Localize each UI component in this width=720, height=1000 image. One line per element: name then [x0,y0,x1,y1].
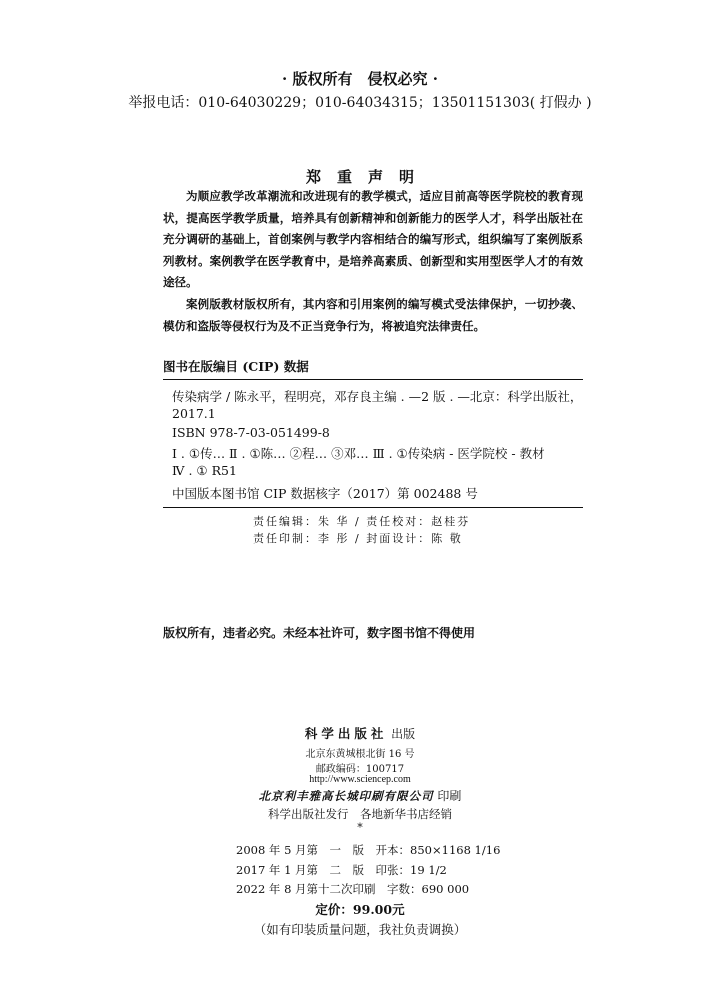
copyright-notice: · 版权所有 侵权必究 · [282,70,438,88]
cip-top-rule [163,379,583,380]
cip-line: 2017.1 [172,406,216,421]
distribution-line: 科学出版社发行 各地新华书店经销 [268,807,452,821]
cip-line: 传染病学 / 陈永平，程明亮，邓存良主编 . —2 版 . —北京：科学出版社， [172,389,583,404]
edition-line: 2022 年 8 月第十二次印刷 字数：690 000 [236,882,470,896]
separator-star: * [357,821,363,834]
cip-classification: Ⅳ . ① R51 [172,463,237,478]
cip-heading: 图书在版编目 (CIP) 数据 [163,359,309,374]
cip-bottom-rule [163,507,583,508]
cip-record-number: 中国版本图书馆 CIP 数据核字（2017）第 002488 号 [172,486,478,501]
publisher-name: 科学出版社 [304,726,388,741]
cip-classification: Ⅰ . ①传… Ⅱ . ①陈… ②程… ③邓… Ⅲ . ①传染病 - 医学院校 - 教材 [172,446,545,461]
return-note: （如有印装质量问题，我社负责调换） [253,922,467,937]
printer-line [0,787,720,804]
publisher-line [0,724,720,742]
publisher-url: http://www.sciencep.com [309,774,411,785]
publisher-address: 北京东黄城根北街 16 号 [305,749,415,760]
printer-name: 北京利丰雅高长城印刷有限公司 [258,789,434,803]
declaration-paragraph-2: 案例版教材版权所有，其内容和引用案例的编写模式受法律保护，一切抄袭、模仿和盗版等侵权行为及不正当竞争行为，将被追究法律责任。 [163,297,583,333]
price: 定价：99.00元 [315,902,405,917]
edition-line: 2017 年 1 月第 二 版 印张：19 1/2 [236,863,447,877]
editor-credits: 责任编辑：朱 华 / 责任校对：赵桂芬 [253,515,471,528]
printer-action: 印刷 [437,789,462,803]
declaration-paragraph-1: 为顺应教学改革潮流和改进现有的教学模式，适应目前高等医学院校的教育现状，提高医学教学质量，培养具有创新精神和创新能力的医学人才，科学出版社在充分调研的基础上，首创案例与教学内容相结合的编写形式，组织编写了案例版系列教材。案例教学在医学教育中，是培养高素质、创新型和实用型医学人才的有效途径。 [163,189,583,289]
production-credits: 责任印制：李 彤 / 封面设计：陈 敬 [253,532,463,545]
edition-line: 2008 年 5 月第 一 版 开本：850×1168 1/16 [236,843,501,857]
report-phone-line: 举报电话：010-64030229；010-64034315；13501151303( 打假办 ) [128,95,592,111]
digital-rights-notice: 版权所有，违者必究。未经本社许可，数字图书馆不得使用 [163,626,476,640]
declaration-title: 郑重声明 [305,168,430,186]
publisher-action: 出版 [391,727,416,741]
publisher-postcode: 邮政编码：100717 [315,764,405,775]
cip-isbn: ISBN 978-7-03-051499-8 [172,425,330,440]
